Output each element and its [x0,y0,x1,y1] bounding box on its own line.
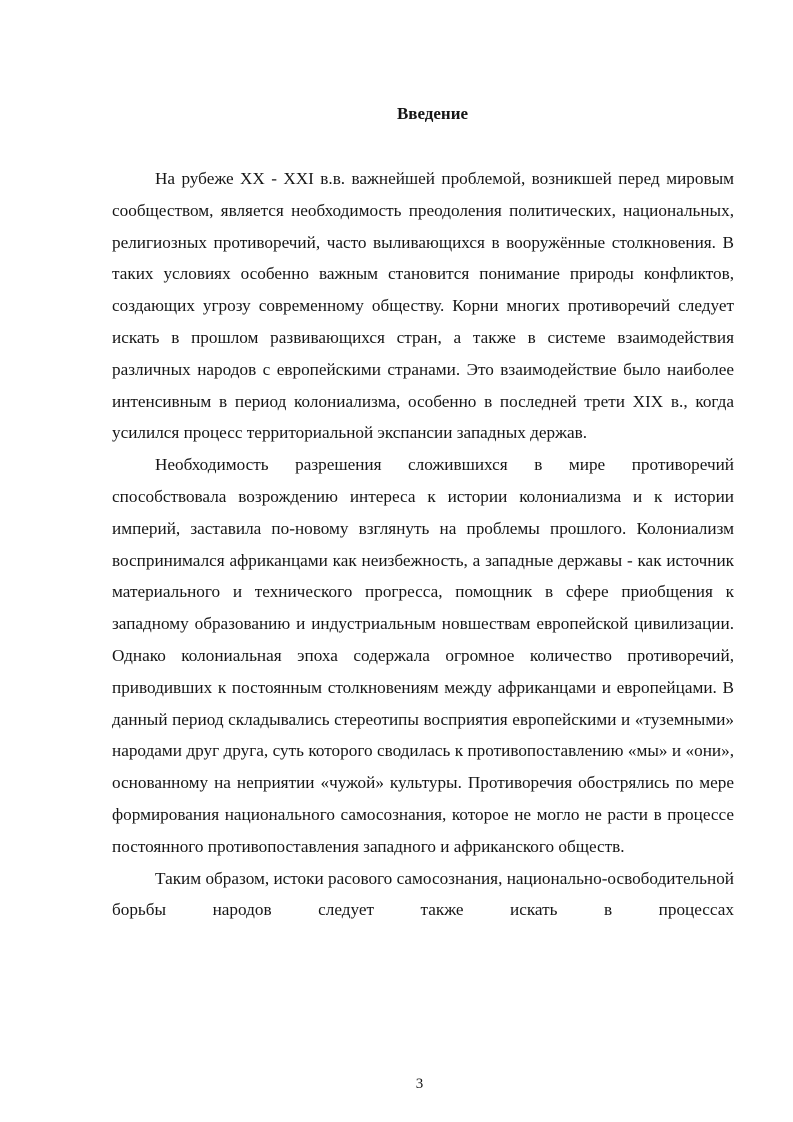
page-title: Введение [396,104,469,123]
page-number: 3 [415,1076,424,1092]
paragraph-2: Необходимость разрешения сложившихся в мире противоречий способствовала возрождению интереса к истории колониализма и к истории империй, заставила по-новому взглянуть на проблемы прошлого. Колониализм воспринимался африканцами как неизбежность, а западные державы - как источник материального и технического прогресса, помощник в сфере приобщения к западному образованию и индустриальным новшествам европейской цивилизации. Однако колониальная эпоха содержала огромное количество противоречий, приводивших к постоянным столкновениям между африканцами и европейцами. В данный период складывались стереотипы восприятия европейскими и «туземными» народами друг друга, суть которого сводилась к противопоставлению «мы» и «они», основанному на неприятии «чужой» культуры. Противоречия обострялись по мере формирования национального самосознания, которое не могло не расти в процессе постоянного противопоставления западного и африканского обществ. [112,455,734,856]
body-text [112,163,734,926]
paragraph-1: На рубеже XX - XXI в.в. важнейшей проблемой, возникшей перед мировым сообществом, является необходимость преодоления политических, национальных, религиозных противоречий, часто выливающихся в вооружённые столкновения. В таких условиях особенно важным становится понимание природы конфликтов, создающих угрозу современному обществу. Корни многих противоречий следует искать в прошлом развивающихся стран, а также в системе взаимодействия различных народов с европейскими странами. Это взаимодействие было наиболее интенсивным в период колониализма, особенно в последней трети XIX в., когда усилился процесс территориальной экспансии западных держав. [112,169,734,443]
paragraph-3: Таким образом, истоки расового самосознания, национально-освободительной борьбы народов следует также искать в процессах [112,868,734,920]
